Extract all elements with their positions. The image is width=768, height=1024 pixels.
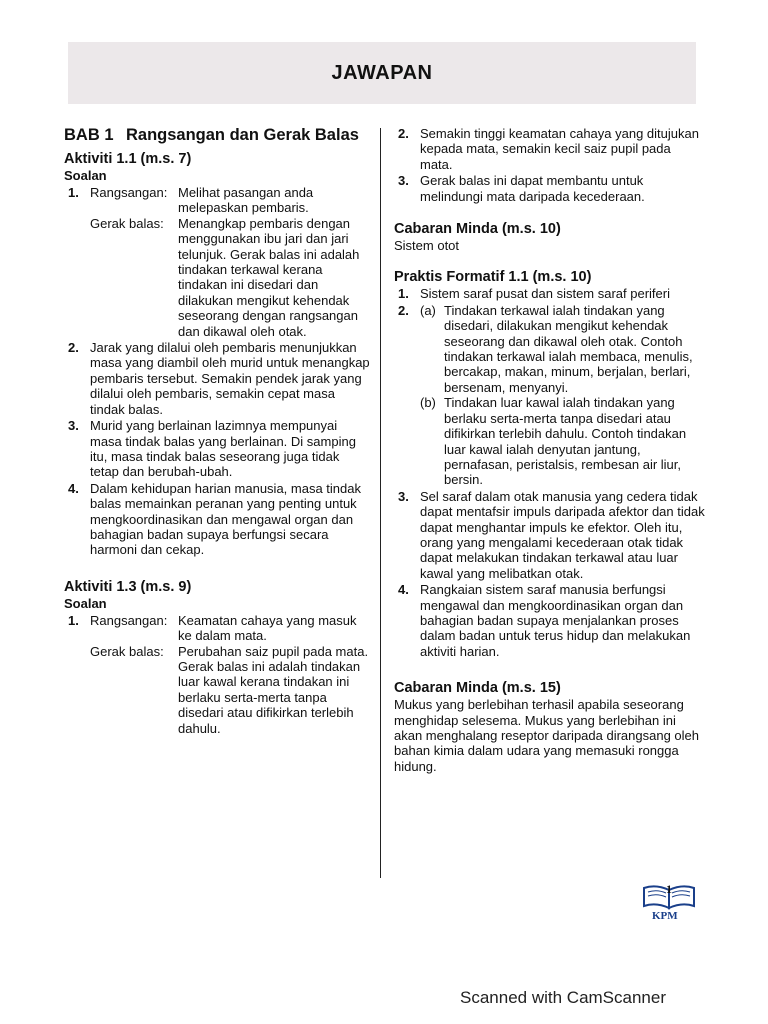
answer-text: Murid yang berlainan lazimnya mempunyai masa tindak balas yang berlainan. Di samping itu, masa tindak balas seseorang juga tidak tetap dan berubah-ubah. bbox=[90, 418, 356, 480]
header-band bbox=[68, 42, 696, 104]
cabaran-minda-15-answer: Mukus yang berlebihan terhasil apabila seseorang menghidap selesema. Mukus yang berlebihan ini akan menghalang reseptor daripada dirangsang oleh bahan kimia dalam udara yang memasuki rongga hidung. bbox=[394, 697, 699, 774]
right-column bbox=[394, 126, 706, 774]
answer-text: Dalam kehidupan harian manusia, masa tindak balas memainkan peranan yang penting untuk mengkoordinasikan dan mengawal organ dan bahagian badan supaya berfungsi secara harmoni dan cekap. bbox=[90, 480, 361, 558]
answer-text: Sistem saraf pusat dan sistem saraf periferi bbox=[420, 286, 670, 302]
stimulus-pair bbox=[90, 185, 370, 216]
section-praktis-formatif-title: Praktis Formatif 1.1 (m.s. 10) bbox=[394, 269, 592, 286]
answer-number: 4. bbox=[398, 582, 409, 598]
stimulus-pair bbox=[90, 613, 370, 644]
sub-answer-label: (b) bbox=[420, 395, 436, 411]
sub-answer-label: (a) bbox=[420, 302, 436, 318]
answer-item bbox=[394, 303, 706, 488]
cabaran-minda-10-answer: Sistem otot bbox=[394, 238, 460, 254]
sub-answer bbox=[420, 303, 706, 395]
kpm-logo bbox=[640, 880, 698, 926]
answer-number: 3. bbox=[68, 418, 79, 434]
answer-number: 4. bbox=[68, 480, 79, 496]
camscanner-watermark: Scanned with CamScanner bbox=[460, 988, 667, 1007]
answer-number: 3. bbox=[398, 173, 409, 189]
answer-number: 1. bbox=[398, 286, 409, 302]
response-label: Gerak balas: bbox=[90, 215, 164, 231]
chapter-number: BAB 1 bbox=[64, 126, 114, 144]
section-cabaran-minda-15-title: Cabaran Minda (m.s. 15) bbox=[394, 680, 561, 697]
soalan-label: Soalan bbox=[64, 168, 107, 183]
page-title: JAWAPAN bbox=[331, 61, 433, 84]
stimulus-text: Keamatan cahaya yang masuk ke dalam mata. bbox=[178, 612, 357, 644]
answer-item bbox=[394, 286, 706, 301]
response-text: Menangkap pembaris dengan menggunakan ibu jari dan jari telunjuk. Gerak balas ini adalah tindakan terkawal kerana tindakan ini disedari dan dilakukan mengikut kehendak seseorang dengan rangsangan dan dikawal oleh otak. bbox=[178, 215, 360, 339]
answer-item bbox=[64, 613, 370, 736]
stimulus-label: Rangsangan: bbox=[90, 612, 168, 628]
section-aktiviti-1-1-title: Aktiviti 1.1 (m.s. 7) bbox=[64, 151, 192, 167]
page-number: 1 bbox=[666, 882, 672, 896]
chapter-heading bbox=[64, 126, 370, 145]
answer-number: 1. bbox=[68, 612, 79, 628]
answer-item bbox=[64, 418, 370, 480]
sub-answer-text: Tindakan terkawal ialah tindakan yang disedari, dilakukan mengikut kehendak seseorang dan dikawal oleh otak. Contoh tindakan terkawal ialah membaca, menulis, bercakap, makan, minum, berjalan, berlari, bersenam, menyanyi. bbox=[444, 302, 693, 395]
answer-item bbox=[64, 185, 370, 339]
answer-item bbox=[394, 582, 706, 659]
answer-item bbox=[394, 126, 706, 172]
answer-item bbox=[64, 481, 370, 558]
response-pair bbox=[90, 216, 370, 339]
answer-number: 2. bbox=[398, 302, 409, 318]
answer-number: 1. bbox=[68, 185, 79, 200]
answer-text: Rangkaian sistem saraf manusia berfungsi mengawal dan mengkoordinasikan organ dan bahagian badan supaya menjalankan proses dalam badan untuk terus hidup dan melakukan aktiviti harian. bbox=[420, 582, 691, 659]
chapter-title: Rangsangan dan Gerak Balas bbox=[126, 126, 359, 144]
column-divider bbox=[380, 128, 381, 878]
left-column bbox=[64, 126, 370, 737]
soalan-label: Soalan bbox=[64, 595, 107, 611]
response-label: Gerak balas: bbox=[90, 643, 164, 659]
response-text: Perubahan saiz pupil pada mata. Gerak balas ini adalah tindakan luar kawal kerana tindakan ini berlaku serta-merta tanpa disedari atau difikirkan terlebih dahulu. bbox=[178, 643, 369, 736]
sub-answer-text: Tindakan luar kawal ialah tindakan yang berlaku serta-merta tanpa disedari atau difikirkan terlebih dahulu. Contoh tindakan luar kawal ialah denyutan jantung, pernafasan, peristalsis, rembesan air liur, bersin. bbox=[444, 395, 687, 488]
response-pair bbox=[90, 644, 370, 736]
stimulus-text: Melihat pasangan anda melepaskan pembaris. bbox=[178, 185, 314, 216]
section-cabaran-minda-10-title: Cabaran Minda (m.s. 10) bbox=[394, 221, 561, 238]
stimulus-label: Rangsangan: bbox=[90, 185, 168, 200]
answer-item bbox=[394, 489, 706, 581]
answer-text: Semakin tinggi keamatan cahaya yang ditujukan kepada mata, semakin kecil saiz pupil pada mata. bbox=[420, 126, 699, 172]
answer-text: Jarak yang dilalui oleh pembaris menunjukkan masa yang diambil oleh murid untuk menangkap pembaris tersebut. Semakin pendek jarak yang dilalui oleh pembaris, semakin cepat masa tindak balas. bbox=[90, 340, 370, 417]
sub-answer bbox=[420, 395, 706, 487]
answer-item bbox=[394, 173, 706, 204]
answer-number: 2. bbox=[68, 340, 79, 356]
section-aktiviti-1-3-title: Aktiviti 1.3 (m.s. 9) bbox=[64, 578, 192, 595]
answer-number: 2. bbox=[398, 126, 409, 141]
kpm-logo-text: KPM bbox=[652, 910, 678, 922]
answer-number: 3. bbox=[398, 488, 409, 504]
answer-text: Sel saraf dalam otak manusia yang cedera tidak dapat mentafsir impuls daripada afektor dan tidak dapat menghantar impuls ke efektor. Oleh itu, orang yang mengalami kecederaan otak tidak dapat melakukan tindakan terkawal atau luar kawal yang melibatkan otak. bbox=[420, 488, 705, 581]
answer-item bbox=[64, 340, 370, 417]
answer-text: Gerak balas ini dapat membantu untuk melindungi mata daripada kecederaan. bbox=[420, 173, 645, 204]
